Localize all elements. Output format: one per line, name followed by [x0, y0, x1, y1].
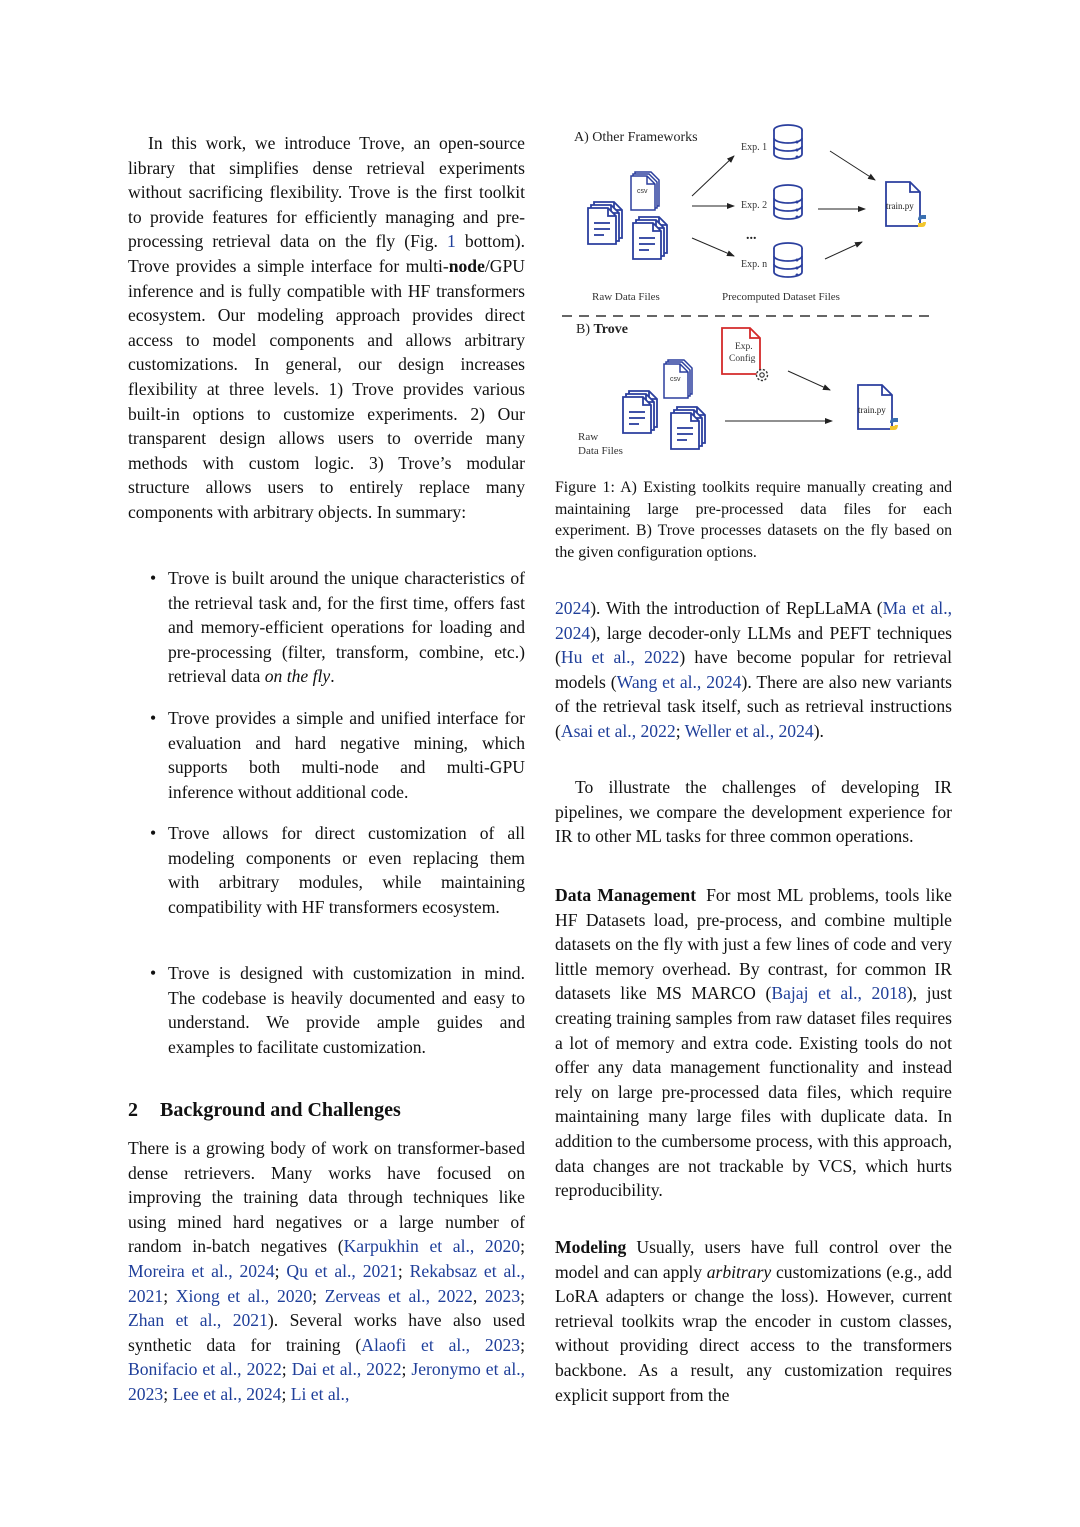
bullet-icon: • [150, 708, 157, 728]
list-item: • Trove allows for direct customization of all modeling components or even replacing them with arbitrary modules, while maintaining compatibility with HF transformers ecosystem. [150, 823, 525, 917]
bullet-icon: • [150, 963, 157, 983]
panel-b-label: B) Trove [576, 322, 628, 337]
citation-link[interactable]: Xiong et al., 2020 [175, 1285, 313, 1306]
citation-link[interactable]: Moreira et al., 2024 [128, 1260, 275, 1281]
run-in-heading: Modeling [555, 1237, 627, 1257]
section-number: 2 [128, 1099, 138, 1121]
document-icon [588, 202, 622, 244]
exp-1-label: Exp. 1 [741, 142, 768, 153]
exp-n-label: Exp. n [741, 259, 768, 270]
section-title: Background and Challenges [160, 1099, 401, 1121]
run-in-heading: Data Management [555, 885, 697, 905]
citation-link[interactable]: Hu et al., 2022 [560, 647, 680, 668]
database-icon [774, 185, 802, 219]
data-files-label: Data Files [578, 445, 623, 457]
section-heading [128, 1098, 401, 1123]
ellipsis: ... [746, 228, 757, 243]
exp-config-label-2: Config [729, 354, 756, 364]
citation-link[interactable]: Asai et al., 2022 [560, 720, 676, 741]
panel-a-label: A) Other Frameworks [574, 130, 698, 145]
list-item: • Trove provides a simple and unified interface for evaluation and hard negative mining, which supports both multi-node and multi-GPU inference without additional code. [150, 708, 525, 802]
challenges-paragraph: To illustrate the challenges of developing IR pipelines, we compare the development experience for IR to other ML tasks for three common operations. [555, 777, 952, 847]
csv-label: csv [670, 376, 681, 383]
citation-link[interactable]: Dai et al., 2022 [291, 1359, 402, 1380]
citation-link[interactable]: Lee et al., 2024 [172, 1383, 282, 1404]
raw-data-files-a [588, 172, 667, 259]
document-icon [633, 217, 667, 259]
modeling-paragraph: Modeling Usually, users have full control over the model and can apply arbitrary customizations (e.g., add LoRA adapters or change the loss). However, current retrieval toolkits wrap the encoder in custom classes, without providing direct access to the transformers backbone. As a result, any customization requires explicit support from the [555, 1237, 952, 1405]
list-item: • Trove is built around the unique characteristics of the retrieval task and, for the first time, offers fast and memory-efficient operations for loading and pre-processing (filter, transform, combine, etc.) retrieval data on the fly. [150, 568, 525, 687]
citation-link[interactable]: 2024 [555, 598, 591, 618]
raw-data-files-b [623, 360, 705, 449]
list-item: • Trove is designed with customization in mind. The codebase is heavily documented and easy to understand. We provide ample guides and examples to facilitate customization. [150, 963, 525, 1057]
citation-link[interactable]: Qu et al., 2021 [286, 1260, 398, 1281]
citation-link[interactable]: Bajaj et al., 2018 [771, 983, 907, 1004]
raw-data-files-label: Raw Data Files [592, 291, 660, 303]
citation-link[interactable]: Li et al., [290, 1383, 350, 1404]
related-work-paragraph: 2024). With the introduction of RepLLaMA (Ma et al., 2024), large decoder-only LLMs and PEFT techniques (Hu et al., 2022) have become popular for retrieval models (Wang et al., 2024). There are also new variants of the retrieval task itself, such as retrieval instructions (Asai et al., 2022; Weller et al., 2024). [555, 598, 953, 741]
train-py-label: train.py [858, 405, 886, 415]
figure-1 [560, 120, 940, 465]
database-icon [774, 125, 802, 159]
csv-label: csv [637, 188, 648, 195]
intro-paragraph: In this work, we introduce Trove, an open-source library that simplifies dense retrieval experiments without sacrificing flexibility. Trove is the first toolkit to provide features for efficiently managing and pre-processing retrieval data on the fly (Fig. 1 bottom). Trove provides a simple interface for multi-node/GPU inference and is fully compatible with HF transformers ecosystem. Our modeling approach provides direct access to model components and allows arbitrary customizations. In general, our design increases flexibility at three levels. 1) Trove provides various built-in options to customize experiments. 2) Our transparent design allows users to override many methods with custom logic. 3) Trove’s modular structure allows users to entirely replace many components with arbitrary objects. In summary: [128, 133, 525, 522]
data-management-paragraph: Data Management For most ML problems, tools like HF Datasets load, pre-process, and combine multiple datasets on the fly with just a few lines of code and very little memory overhead. By contrast, for common IR datasets like MS MARCO (Bajaj et al., 2018), just creating training samples from raw dataset files requires a lot of memory and extra code. Existing tools do not offer any data management functionality and instead rely on large pre-processed data files, which require maintaining many large files with duplicate data. In addition to the cumbersome process, with this approach, data changes are not trackable by VCS, which hurts reproducibility. [555, 885, 953, 1201]
citation-link[interactable]: Jeronymo et al., 2023 [128, 1359, 525, 1404]
citation-link[interactable]: Weller et al., 2024 [684, 720, 814, 741]
citation-link[interactable]: Ma et al., 2024 [555, 598, 952, 643]
fig-ref-link[interactable]: 1 [447, 231, 456, 252]
citation-link[interactable]: Rekabsaz et al., 2021 [128, 1260, 525, 1306]
citation-link[interactable]: Bonifacio et al., 2022 [128, 1359, 282, 1380]
citation-link[interactable]: Alaofi et al., 2023 [361, 1334, 521, 1355]
raw-label: Raw [578, 431, 599, 443]
citation-link[interactable]: Zerveas et al., 2022 [324, 1285, 473, 1306]
background-paragraph: There is a growing body of work on transformer-based dense retrievers. Many works have focused on improving the training data through techniques like using mined hard negatives or a large number of random in-batch negatives (Karpukhin et al., 2020; Moreira et al., 2024; Qu et al., 2021; Rekabsaz et al., 2021; Xiong et al., 2020; Zerveas et al., 2022, 2023; Zhan et al., 2021). Several works have also used synthetic data for training (Alaofi et al., 2023; Bonifacio et al., 2022; Dai et al., 2022; Jeronymo et al., 2023; Lee et al., 2024; Li et al., [128, 1138, 526, 1404]
precomputed-label: Precomputed Dataset Files [722, 291, 840, 303]
bullet-icon: • [150, 568, 157, 588]
exp-2-label: Exp. 2 [741, 200, 768, 211]
figure-diagram [560, 120, 940, 465]
train-py-label: train.py [886, 201, 914, 211]
document-icon [623, 391, 657, 433]
exp-config-file [722, 328, 768, 381]
exp-config-label-1: Exp. [735, 342, 753, 352]
citation-link[interactable]: Karpukhin et al., 2020 [343, 1236, 521, 1257]
database-icon [774, 243, 802, 277]
figure-caption: Figure 1: A) Existing toolkits require manually creating and maintaining large pre-processed data files for each experiment. B) Trove processes datasets on the fly based on the given configuration options. [555, 479, 952, 561]
citation-link[interactable]: Zhan et al., 2021 [128, 1310, 268, 1331]
bullet-icon: • [150, 823, 157, 843]
document-icon [671, 407, 705, 449]
gear-icon [757, 370, 768, 381]
citation-link[interactable]: Wang et al., 2024 [616, 671, 742, 692]
bold-node: node [448, 255, 485, 276]
citation-link[interactable]: 2023 [484, 1285, 521, 1306]
